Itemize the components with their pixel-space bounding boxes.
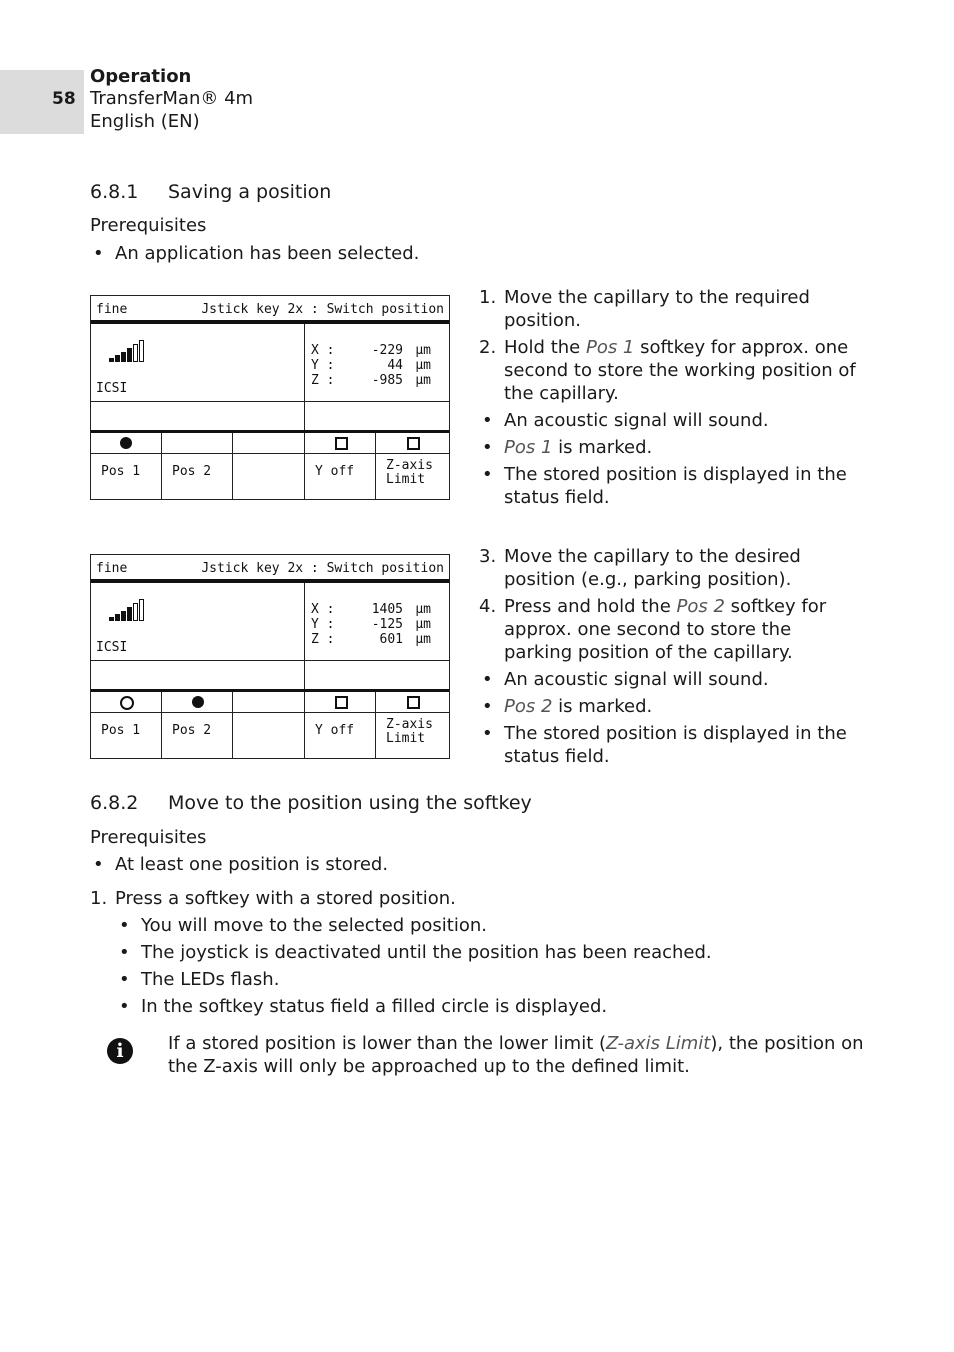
step-item bbox=[479, 595, 859, 664]
softkey-status-field bbox=[91, 692, 161, 713]
open-square-icon bbox=[407, 437, 420, 450]
softkey-status-field bbox=[305, 692, 376, 713]
step-number: 3. bbox=[479, 546, 497, 567]
axis-unit: µm bbox=[415, 632, 431, 647]
softkey-label: Y off bbox=[315, 723, 355, 738]
page-number: 58 bbox=[52, 89, 76, 109]
open-circle-icon bbox=[120, 696, 134, 710]
display-title-bar bbox=[91, 555, 449, 583]
axis-value: -229 bbox=[371, 343, 403, 358]
result-item: • An acoustic signal will sound. bbox=[479, 668, 859, 691]
open-square-icon bbox=[335, 437, 348, 450]
axis-value: 44 bbox=[387, 358, 403, 373]
display-mode: fine bbox=[96, 302, 128, 317]
result-item: • The stored position is displayed in the status field. bbox=[479, 463, 859, 509]
axis-label: Z : bbox=[311, 632, 335, 647]
softkey-label: Pos 2 bbox=[172, 723, 212, 738]
device-display-1 bbox=[90, 295, 450, 500]
softkey-name: Pos 1 bbox=[504, 437, 553, 458]
list-item: • At least one position is stored. bbox=[90, 853, 590, 876]
divider bbox=[91, 660, 449, 661]
softkey-status-field bbox=[233, 433, 305, 454]
result-item: • You will move to the selected position. bbox=[116, 914, 870, 937]
text-run: ), the position on the Z-axis will only be approached up to the defined limit. bbox=[168, 1033, 864, 1077]
softkey-empty[interactable] bbox=[232, 433, 305, 499]
softkey-status-field bbox=[233, 692, 305, 713]
result-item: • The joystick is deactivated until the position has been reached. bbox=[116, 941, 870, 964]
step-text: Press a softkey with a stored position. bbox=[115, 888, 456, 909]
softkey-label: Pos 1 bbox=[101, 464, 141, 479]
axis-unit: µm bbox=[415, 343, 431, 358]
text-run: Hold the bbox=[504, 337, 586, 358]
signal-strength-icon bbox=[109, 599, 145, 623]
steps-block-c bbox=[90, 887, 870, 1022]
coord-row-z bbox=[311, 374, 431, 389]
results-list bbox=[116, 914, 870, 1018]
result-item: • The stored position is displayed in the status field. bbox=[479, 722, 859, 768]
softkey-pos-2[interactable] bbox=[161, 692, 233, 758]
softkey-name: Pos 2 bbox=[504, 696, 553, 717]
prerequisites-list bbox=[90, 242, 490, 269]
info-icon: i bbox=[107, 1038, 133, 1064]
prerequisites-label: Prerequisites bbox=[90, 215, 207, 236]
text-run: Press and hold the bbox=[504, 596, 677, 617]
steps-list bbox=[479, 286, 859, 405]
step-item bbox=[90, 887, 870, 910]
product-name: TransferMan® 4m bbox=[90, 88, 254, 109]
softkey-label: Pos 2 bbox=[172, 464, 212, 479]
axis-value: -985 bbox=[371, 373, 403, 388]
section-title: Saving a position bbox=[168, 181, 332, 203]
softkey-y-off[interactable] bbox=[304, 433, 376, 499]
text-run: is marked. bbox=[552, 696, 653, 717]
steps-list bbox=[90, 887, 870, 910]
softkey-pos-1[interactable] bbox=[91, 433, 161, 499]
section-number: 6.8.1 bbox=[90, 181, 139, 203]
axis-value: 1405 bbox=[371, 602, 403, 617]
section-heading-6-8-1 bbox=[90, 181, 331, 204]
section-title: Move to the position using the softkey bbox=[168, 792, 532, 814]
results-list bbox=[479, 409, 859, 509]
softkey-bar bbox=[91, 692, 449, 758]
axis-unit: µm bbox=[415, 373, 431, 388]
step-number: 1. bbox=[90, 888, 108, 909]
display-hint: Jstick key 2x : Switch position bbox=[201, 561, 444, 576]
step-item bbox=[479, 545, 859, 591]
softkey-label: Z-axis Limit bbox=[386, 717, 433, 746]
axis-label: Z : bbox=[311, 373, 335, 388]
steps-block-a bbox=[479, 286, 859, 513]
application-name: ICSI bbox=[96, 381, 128, 396]
text-run: is marked. bbox=[552, 437, 653, 458]
divider bbox=[91, 401, 449, 402]
softkey-status-field bbox=[162, 433, 233, 454]
step-item bbox=[479, 286, 859, 332]
result-item: • The LEDs flash. bbox=[116, 968, 870, 991]
softkey-empty[interactable] bbox=[232, 692, 305, 758]
axis-unit: µm bbox=[415, 358, 431, 373]
step-item bbox=[479, 336, 859, 405]
document-language: English (EN) bbox=[90, 111, 200, 132]
softkey-name: Pos 1 bbox=[585, 337, 635, 358]
softkey-name: Pos 2 bbox=[676, 596, 725, 617]
step-number: 1. bbox=[479, 287, 497, 308]
result-item bbox=[479, 695, 859, 718]
softkey-status-field bbox=[376, 692, 450, 713]
axis-value: 601 bbox=[379, 632, 403, 647]
device-display-2 bbox=[90, 554, 450, 759]
axis-label: Y : bbox=[311, 617, 335, 632]
list-item: • An application has been selected. bbox=[90, 242, 490, 265]
prerequisites-label: Prerequisites bbox=[90, 827, 207, 848]
softkey-label: Z-axis Limit bbox=[386, 458, 433, 487]
softkey-label: Pos 1 bbox=[101, 723, 141, 738]
info-note bbox=[168, 1032, 868, 1078]
position-readout bbox=[311, 344, 431, 389]
text-run: If a stored position is lower than the lower limit ( bbox=[168, 1033, 607, 1054]
position-readout bbox=[311, 603, 431, 648]
softkey-status-field bbox=[91, 433, 161, 454]
filled-circle-icon bbox=[192, 696, 204, 708]
result-item bbox=[479, 436, 859, 459]
step-text: Move the capillary to the desired position (e.g., parking position). bbox=[504, 546, 801, 590]
softkey-z-axis-limit[interactable] bbox=[375, 692, 450, 758]
display-hint: Jstick key 2x : Switch position bbox=[201, 302, 444, 317]
step-text bbox=[504, 596, 826, 663]
result-item: • An acoustic signal will sound. bbox=[479, 409, 859, 432]
step-text: Move the capillary to the required position. bbox=[504, 287, 810, 331]
softkey-y-off[interactable] bbox=[304, 692, 376, 758]
coord-row-x bbox=[311, 603, 431, 618]
coord-row-y bbox=[311, 618, 431, 633]
chapter-title: Operation bbox=[90, 66, 192, 87]
softkey-pos-1[interactable] bbox=[91, 692, 161, 758]
result-item: • In the softkey status field a filled circle is displayed. bbox=[116, 995, 870, 1018]
axis-label: X : bbox=[311, 602, 335, 617]
prerequisites-list bbox=[90, 853, 590, 880]
step-number: 2. bbox=[479, 337, 497, 358]
open-square-icon bbox=[335, 696, 348, 709]
display-title-bar bbox=[91, 296, 449, 324]
axis-unit: µm bbox=[415, 617, 431, 632]
display-mode: fine bbox=[96, 561, 128, 576]
text-run: softkey for approx. one second to store the working position of the capillary. bbox=[504, 337, 856, 404]
results-list bbox=[479, 668, 859, 768]
steps-block-b bbox=[479, 545, 859, 772]
filled-circle-icon bbox=[120, 437, 132, 449]
steps-list bbox=[479, 545, 859, 664]
softkey-name: Z-axis Limit bbox=[606, 1033, 711, 1054]
axis-label: X : bbox=[311, 343, 335, 358]
signal-strength-icon bbox=[109, 340, 145, 364]
coord-row-z bbox=[311, 633, 431, 648]
softkey-label: Y off bbox=[315, 464, 355, 479]
section-heading-6-8-2 bbox=[90, 792, 532, 815]
softkey-status-field bbox=[162, 692, 233, 713]
application-name: ICSI bbox=[96, 640, 128, 655]
text-run: softkey for approx. one second to store the parking position of the capillary. bbox=[504, 596, 827, 663]
softkey-status-field bbox=[376, 433, 450, 454]
step-number: 4. bbox=[479, 596, 497, 617]
softkey-bar bbox=[91, 433, 449, 499]
axis-unit: µm bbox=[415, 602, 431, 617]
step-text bbox=[504, 337, 856, 404]
softkey-pos-2[interactable] bbox=[161, 433, 233, 499]
softkey-status-field bbox=[305, 433, 376, 454]
axis-label: Y : bbox=[311, 358, 335, 373]
section-number: 6.8.2 bbox=[90, 792, 139, 814]
open-square-icon bbox=[407, 696, 420, 709]
coord-row-x bbox=[311, 344, 431, 359]
coord-row-y bbox=[311, 359, 431, 374]
axis-value: -125 bbox=[371, 617, 403, 632]
softkey-z-axis-limit[interactable] bbox=[375, 433, 450, 499]
